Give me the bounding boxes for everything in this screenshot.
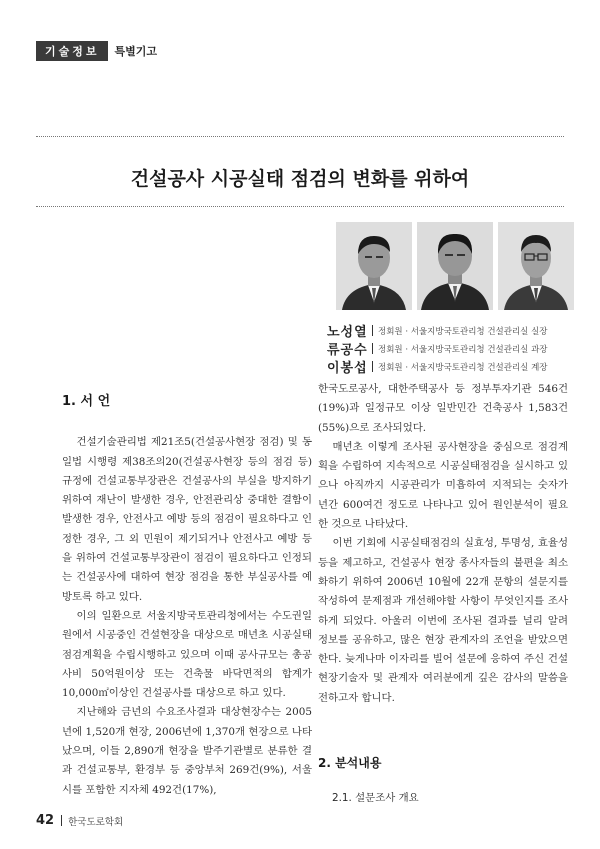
- author-name: 류공수: [327, 343, 368, 358]
- title-divider: [36, 206, 564, 207]
- body-paragraph: 이의 일환으로 서울지방국토관리청에서는 수도권일원에서 시공중인 건설현장을 대상으로 매년초 시공실태점검계획을 수립시행하고 있으며 이때 공사규모는 총공사비 50억원이상 또는 건축물 바닥면적의 합계가 10,000㎡이상인 건설공사를 대상으로 하고 있다.: [62, 609, 312, 700]
- author-entry: [327, 358, 567, 375]
- footer-separator: [61, 815, 62, 826]
- body-paragraph: 이번 기회에 시공실태점검의 실효성, 투명성, 효율성 등을 제고하고, 건설공사 현장 종사자들의 불편을 최소화하기 위하여 2006년 10월에 22개 문항의 설문지를 작성하여 문제점과 개선해야할 사항이 무엇인지를 조사하게 되었다. 아울러 이번에 조사된 결과를 널리 알려 정보를 공유하고, 많은 현장 관계자의 조언을 받았으면 한다. 늦게나마 이자리를 빌어 설문에 응하여 주신 건설현장기술자 및 관계자 여러분에게 깊은 감사의 말씀을 전하고자 합니다.: [318, 537, 568, 704]
- author-photo-2: [417, 222, 493, 310]
- author-photo-3: [498, 222, 574, 310]
- article-title: 건설공사 시공실태 점검의 변화를 위하여: [130, 168, 470, 190]
- body-paragraph: 한국도로공사, 대한주택공사 등 정부투자기관 546건(19%)과 일정규모 이상 일반민간 건축공사 1,583건(55%)으로 조사되었다.: [318, 383, 568, 434]
- author-name: 이봉섭: [327, 361, 368, 376]
- author-photo-1: [336, 222, 412, 310]
- spacer: [318, 708, 568, 754]
- section-heading: 1. 서 언: [62, 394, 111, 409]
- section-heading: 2. 분석내용: [318, 756, 382, 771]
- category-badge: 기술정보: [36, 41, 108, 61]
- author-affiliation: 정회원 · 서울지방국토관리청 건설관리실 실장: [378, 326, 548, 337]
- author-separator: [372, 361, 373, 372]
- body-paragraph: 매년초 이렇게 조사된 공사현장을 중심으로 점검계획을 수립하여 지속적으로 시공실태점검을 실시하고 있으나 아직까지 시공관리가 미흡하여 지적되는 숫자가 년간 600여건 정도로 나타나고 있어 원인분석이 필요한 것으로 나타났다.: [318, 440, 568, 531]
- author-name: 노성열: [327, 325, 368, 340]
- author-entry: [327, 340, 567, 357]
- subsection-heading: 2.1. 설문조사 개요: [332, 792, 419, 805]
- author-list: [327, 322, 567, 376]
- author-entry: [327, 322, 567, 339]
- author-affiliation: 정회원 · 서울지방국토관리청 건설관리실 계장: [378, 362, 548, 373]
- header: [36, 42, 157, 60]
- body-paragraph: 지난해와 금년의 수요조사결과 대상현장수는 2005년에 1,520개 현장, 2006년에 1,370개 현장으로 나타났으며, 이들 2,890개 현장을 발주기관별로 분류한 결과 건설교통부, 환경부 등 중앙부처 269건(9%), 서울시를 포함한 지자체 492건(17%),: [62, 706, 312, 796]
- body-paragraph: 건설기술관리법 제21조5(건설공사현장 점검) 및 동일법 시행령 제38조의20(건설공사현장 등의 점검 등)규정에 건설교통부장관은 건설공사의 부실을 방지하기 위하여 재난이 발생한 경우, 안전관리상 중대한 결함이 발생한 경우, 안전사고 예방 등의 점검이 필요하다고 인정한 경우, 그 외 민원이 제기되거나 안전사고 예방 등을 위하여 건설교통부장관이 점검이 필요하다고 인정되는 건설공사에 대하여 현장 점검을 통한 부실공사를 예방토록 하고 있다.: [62, 436, 312, 603]
- author-separator: [372, 325, 373, 336]
- left-column: [62, 392, 312, 800]
- author-separator: [372, 343, 373, 354]
- publisher-name: 한국도로학회: [68, 816, 124, 828]
- top-divider: [36, 136, 564, 137]
- page-number: 42: [36, 813, 55, 828]
- subcategory-label: 특별기고: [114, 45, 158, 58]
- right-column: [318, 380, 568, 809]
- author-affiliation: 정회원 · 서울지방국토관리청 건설관리실 과장: [378, 344, 548, 355]
- page-footer: [36, 813, 123, 828]
